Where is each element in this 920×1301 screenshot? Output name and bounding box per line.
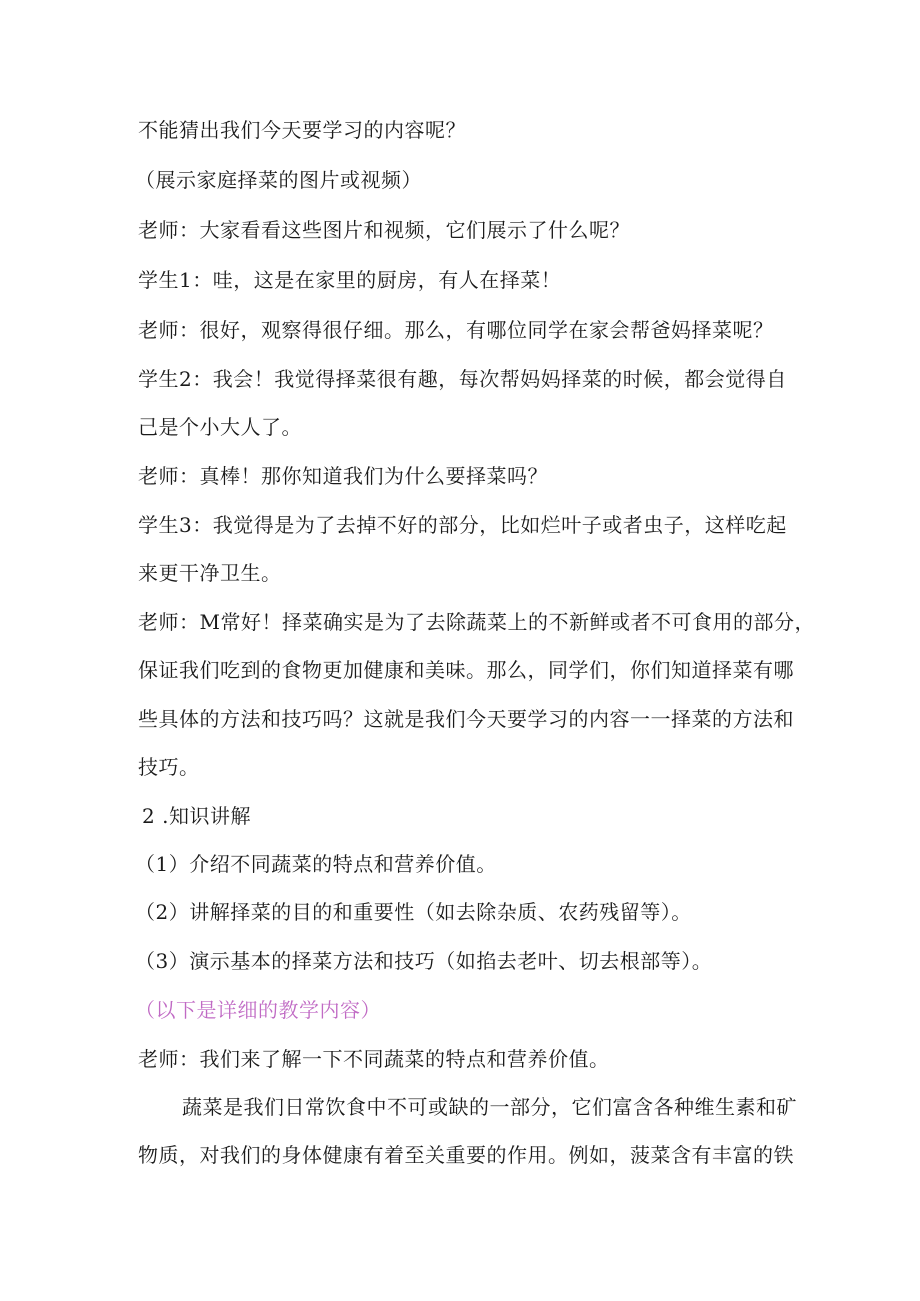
list-item: （2）讲解择菜的目的和重要性（如去除杂质、农药残留等）。	[135, 900, 692, 924]
paragraph-line: 老师：大家看看这些图片和视频，它们展示了什么呢？	[138, 218, 630, 242]
note-line: （以下是详细的教学内容）	[135, 998, 381, 1022]
paragraph-line: 老师：我们来了解一下不同蔬菜的特点和营养价值。	[138, 1047, 610, 1071]
section-heading: 2 .知识讲解	[142, 804, 251, 828]
list-item: （3）演示基本的择菜方法和技巧（如掐去老叶、切去根部等）。	[135, 949, 713, 973]
paragraph-line: 来更干净卫生。	[138, 561, 282, 585]
paragraph-line: 蔬菜是我们日常饮食中不可或缺的一部分，它们富含各种维生素和矿	[182, 1095, 797, 1119]
paragraph-line: 老师：真棒！那你知道我们为什么要择菜吗？	[138, 464, 548, 488]
list-item: （1）介绍不同蔬菜的特点和营养价值。	[135, 852, 497, 876]
paragraph-line: 物质，对我们的身体健康有着至关重要的作用。例如，菠菜含有丰富的铁	[138, 1143, 794, 1167]
paragraph-line: 己是个小大人了。	[138, 415, 302, 439]
paragraph-line: 老师：很好，观察得很仔细。那么，有哪位同学在家会帮爸妈择菜呢？	[138, 318, 774, 342]
paragraph-line: 学生2：我会！我觉得择菜很有趣，每次帮妈妈择菜的时候，都会觉得自	[138, 367, 787, 391]
paragraph-line: 不能猜出我们今天要学习的内容呢？	[138, 118, 466, 142]
paragraph-line: 些具体的方法和技巧吗？这就是我们今天要学习的内容一一择菜的方法和	[138, 707, 794, 731]
paragraph-line: 技巧。	[138, 755, 200, 779]
paragraph-line: （展示家庭择菜的图片或视频）	[135, 168, 422, 192]
paragraph-line: 学生1：哇，这是在家里的厨房，有人在择菜！	[138, 268, 562, 292]
paragraph-line: 学生3：我觉得是为了去掉不好的部分，比如烂叶子或者虫子，这样吃起	[138, 513, 787, 537]
paragraph-line: 保证我们吃到的食物更加健康和美味。那么，同学们，你们知道择菜有哪	[138, 658, 794, 682]
paragraph-line: 老师：M常好！择菜确实是为了去除蔬菜上的不新鲜或者不可食用的部分，	[138, 610, 815, 634]
